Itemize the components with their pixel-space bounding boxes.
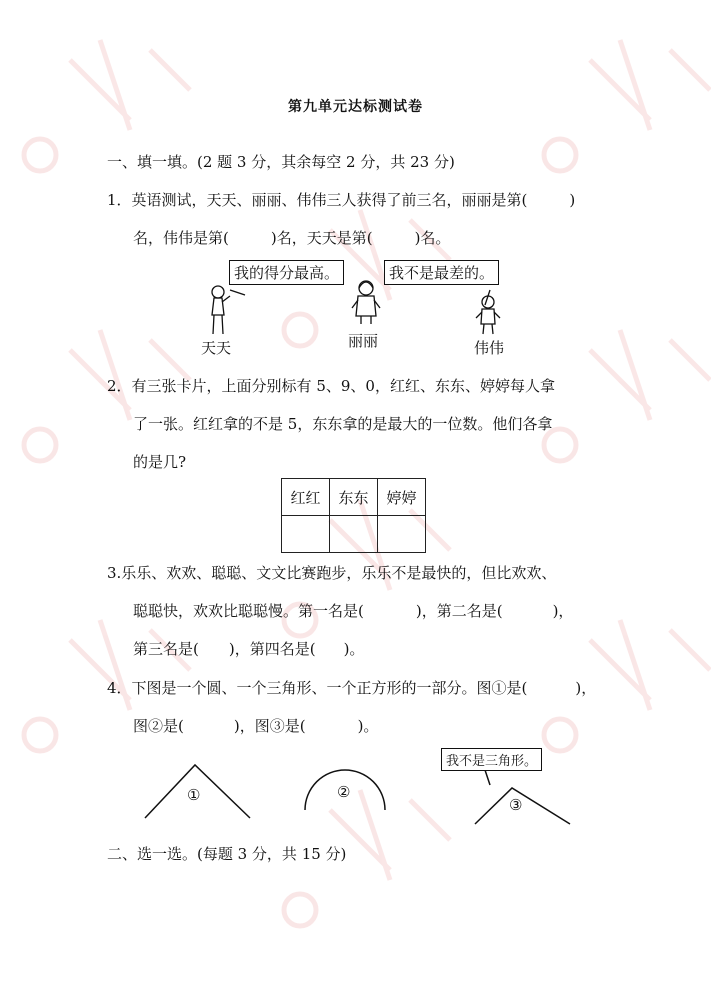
child-tiantian-icon [212,286,230,334]
q1-line2-b: )名，天天是第( [270,229,373,247]
page-title: 第九单元达标测试卷 [288,99,423,115]
table-header-row [282,479,426,516]
figure3-label: ③ [509,796,523,814]
q3-line3-c: )。 [343,640,365,658]
speech-bubble-tiantian: 我的得分最高。 [229,260,344,285]
table-answer-cell [330,516,378,553]
speech-pointer [230,290,245,295]
q4-line1 [107,677,596,698]
q1-line2-c: )名。 [414,229,451,247]
speech-pointer [485,290,490,305]
figure3-angle-shape [475,788,570,824]
q1-line2-a: 名，伟伟是第( [133,229,229,247]
q3-line2 [133,600,573,621]
q3-line3-b: )，第四名是( [228,640,316,658]
speech-pointer [485,770,490,785]
section1-heading: 一、填一填。(2 题 3 分，其余每空 2 分，共 23 分) [107,153,455,171]
q3-line3-a: 第三名是( [133,640,199,658]
q1-line1-end: ) [569,191,576,209]
q3-line2-c: )， [552,602,574,620]
table-header-cell: 红红 [282,479,330,516]
section2-heading: 二、选一选。(每题 3 分，共 15 分) [107,845,347,863]
q2-line3: 的是几? [133,453,187,471]
q3-line2-a: 聪聪快，欢欢比聪聪慢。第一名是( [133,602,364,620]
label-weiwei: 伟伟 [474,339,505,357]
table-header-cell: 东东 [330,479,378,516]
q4-line1-a: 4．下图是一个圆、一个三角形、一个正方形的一部分。图①是( [107,679,528,697]
q2-line1: 2．有三张卡片，上面分别标有 5、9、0，红红、东东、婷婷每人拿 [107,377,555,395]
figure2-label: ② [337,783,351,801]
label-lili: 丽丽 [348,332,379,350]
speech-bubble-weiwei: 我不是最差的。 [384,260,499,285]
q4-line2 [133,715,378,736]
speech-bubble-figure3: 我不是三角形。 [441,748,542,771]
q2-line2: 了一张。红红拿的不是 5，东东拿的是最大的一位数。他们各拿 [133,415,553,433]
q3-line2-b: )，第二名是( [415,602,503,620]
q3-line3 [133,638,364,659]
figure1-label: ① [187,786,201,804]
table-answer-cell [378,516,426,553]
child-lili-icon [352,281,380,324]
card-answer-table [281,478,426,553]
table-answer-row [282,516,426,553]
q4-line2-a: 图②是( [133,717,184,735]
q1-line1-text: 1．英语测试，天天、丽丽、伟伟三人获得了前三名，丽丽是第( [107,191,528,209]
q3-line1: 3.乐乐、欢欢、聪聪、文文比赛跑步，乐乐不是最快的，但比欢欢、 [107,564,557,582]
q1-line1 [107,189,575,210]
child-weiwei-icon [476,296,500,334]
table-answer-cell [282,516,330,553]
q4-line1-b: )， [575,679,597,697]
table-header-cell: 婷婷 [378,479,426,516]
q4-line2-b: )，图③是( [233,717,306,735]
label-tiantian: 天天 [201,339,232,357]
q4-line2-c: )。 [357,717,379,735]
q1-line2 [133,227,450,248]
